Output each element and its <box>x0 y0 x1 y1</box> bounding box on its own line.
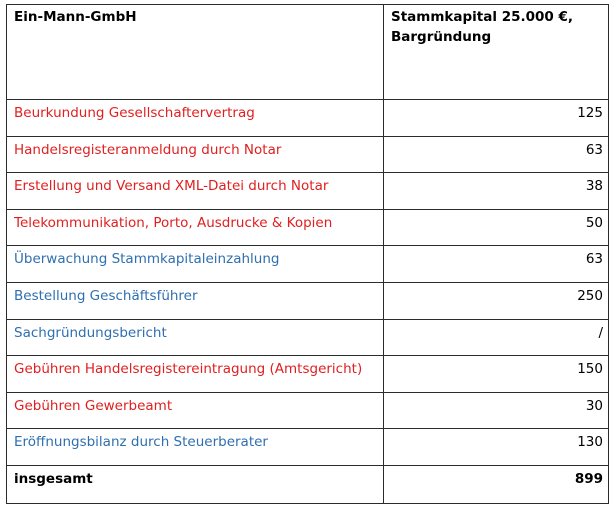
header-company-type <box>7 5 384 100</box>
cost-row-amount: 63 <box>384 136 609 173</box>
header-capital-line-2: Bargründung <box>391 29 492 45</box>
header-row <box>7 5 609 100</box>
cost-row <box>7 356 609 393</box>
cost-row <box>7 100 609 137</box>
cost-row <box>7 392 609 429</box>
cost-row-label: Gebühren Handelsregistereintragung (Amtsgericht) <box>7 356 384 393</box>
cost-row <box>7 319 609 356</box>
cost-row-amount: 125 <box>384 100 609 137</box>
cost-row-amount: / <box>384 319 609 356</box>
cost-row-amount: 150 <box>384 356 609 393</box>
cost-row-label: Gebühren Gewerbeamt <box>7 392 384 429</box>
cost-row-amount: 63 <box>384 246 609 283</box>
cost-row-amount: 250 <box>384 282 609 319</box>
cost-row-label: Erstellung und Versand XML-Datei durch Notar <box>7 173 384 210</box>
cost-table <box>6 4 609 504</box>
cost-row <box>7 209 609 246</box>
cost-row <box>7 136 609 173</box>
total-row <box>7 465 609 503</box>
cost-row-amount: 130 <box>384 429 609 466</box>
cost-row <box>7 429 609 466</box>
cost-row-amount: 38 <box>384 173 609 210</box>
cost-row-label: Beurkundung Gesellschaftervertrag <box>7 100 384 137</box>
header-capital <box>384 5 609 100</box>
cost-row-label: Handelsregisteranmeldung durch Notar <box>7 136 384 173</box>
cost-row-label: Bestellung Geschäftsführer <box>7 282 384 319</box>
cost-row-amount: 50 <box>384 209 609 246</box>
total-amount: 899 <box>384 465 609 503</box>
cost-row-amount: 30 <box>384 392 609 429</box>
cost-row <box>7 173 609 210</box>
cost-row <box>7 282 609 319</box>
cost-row <box>7 246 609 283</box>
total-label: insgesamt <box>7 465 384 503</box>
cost-row-label: Telekommunikation, Porto, Ausdrucke & Kopien <box>7 209 384 246</box>
cost-row-label: Überwachung Stammkapitaleinzahlung <box>7 246 384 283</box>
header-capital-line-1: Stammkapital 25.000 €, <box>391 9 574 25</box>
cost-row-label: Sachgründungsbericht <box>7 319 384 356</box>
header-company-type-text: Ein-Mann-GmbH <box>14 9 137 25</box>
cost-row-label: Eröffnungsbilanz durch Steuerberater <box>7 429 384 466</box>
